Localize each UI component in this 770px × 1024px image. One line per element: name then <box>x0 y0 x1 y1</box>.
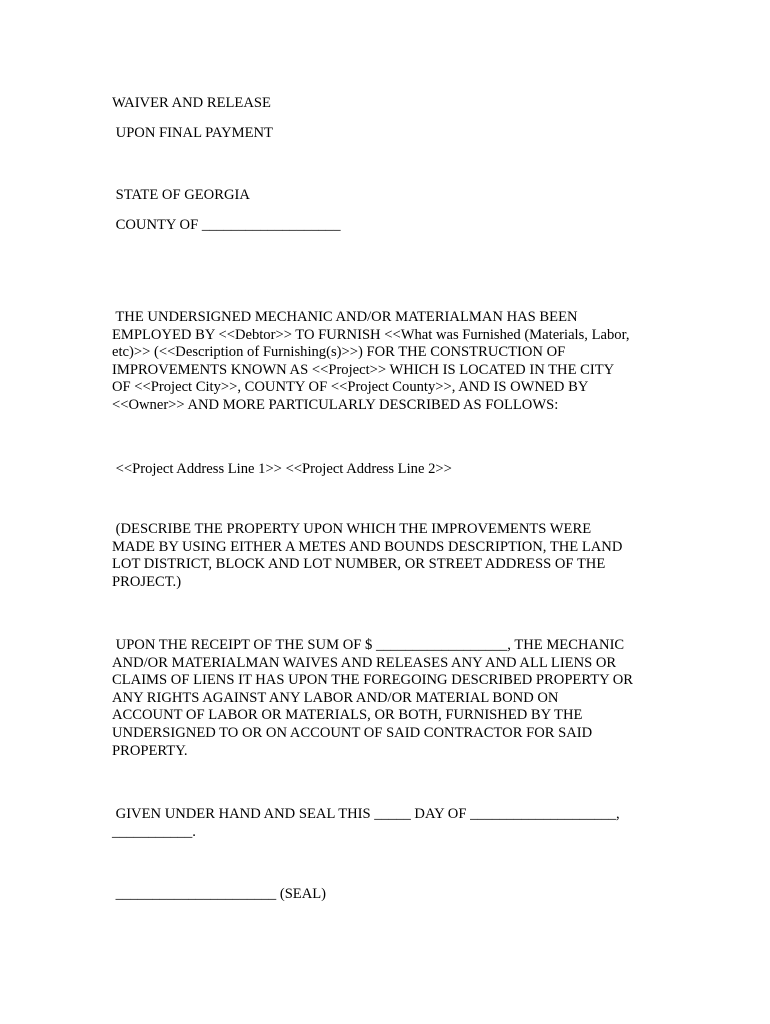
paragraph-line: UPON THE RECEIPT OF THE SUM OF $ __________________, THE MECHANIC <box>112 637 625 653</box>
paragraph-line: THE UNDERSIGNED MECHANIC AND/OR MATERIALMAN HAS BEEN <box>112 309 578 325</box>
waiver-release-paragraph <box>112 637 672 760</box>
paragraph-line: OF <<Project City>>, COUNTY OF <<Project County>>, AND IS OWNED BY <box>112 379 589 396</box>
paragraph-line: IMPROVEMENTS KNOWN AS <<Project>> WHICH IS LOCATED IN THE CITY <box>112 361 615 378</box>
paragraph-line: EMPLOYED BY <<Debtor>> TO FURNISH <<What was Furnished (Materials, Labor, <box>112 326 630 343</box>
paragraph-line: UNDERSIGNED TO OR ON ACCOUNT OF SAID CONTRACTOR FOR SAID <box>112 724 593 741</box>
county-line: COUNTY OF ___________________ <box>112 217 341 233</box>
paragraph-line: PROPERTY. <box>112 742 188 759</box>
given-under-hand-line: GIVEN UNDER HAND AND SEAL THIS _____ DAY OF ____________________, <box>112 806 620 822</box>
year-blank-line: ___________. <box>112 824 196 840</box>
paragraph-line: (DESCRIBE THE PROPERTY UPON WHICH THE IMPROVEMENTS WERE <box>112 521 592 537</box>
document-title-line-1: WAIVER AND RELEASE <box>112 95 271 111</box>
state-line: STATE OF GEORGIA <box>112 187 250 203</box>
paragraph-line: MADE BY USING EITHER A METES AND BOUNDS DESCRIPTION, THE LAND <box>112 538 623 555</box>
paragraph-line: ANY RIGHTS AGAINST ANY LABOR AND/OR MATERIAL BOND ON <box>112 689 559 706</box>
paragraph-line: ACCOUNT OF LABOR OR MATERIALS, OR BOTH, FURNISHED BY THE <box>112 707 583 724</box>
paragraph-line: etc)>> (<<Description of Furnishing(s)>>) FOR THE CONSTRUCTION OF <box>112 344 566 361</box>
paragraph-line: PROJECT.) <box>112 573 182 590</box>
project-address-line: <<Project Address Line 1>> <<Project Address Line 2>> <box>112 461 452 477</box>
paragraph-line: CLAIMS OF LIENS IT HAS UPON THE FOREGOING DESCRIBED PROPERTY OR <box>112 672 634 689</box>
paragraph-line: <<Owner>> AND MORE PARTICULARLY DESCRIBED AS FOLLOWS: <box>112 396 559 413</box>
paragraph-line: AND/OR MATERIALMAN WAIVES AND RELEASES ANY AND ALL LIENS OR <box>112 654 617 671</box>
property-description-paragraph <box>112 521 672 591</box>
undersigned-paragraph <box>112 309 672 415</box>
paragraph-line: LOT DISTRICT, BLOCK AND LOT NUMBER, OR STREET ADDRESS OF THE <box>112 556 606 573</box>
seal-signature-line: ______________________ (SEAL) <box>112 886 327 902</box>
document-title-line-2: UPON FINAL PAYMENT <box>112 125 273 141</box>
